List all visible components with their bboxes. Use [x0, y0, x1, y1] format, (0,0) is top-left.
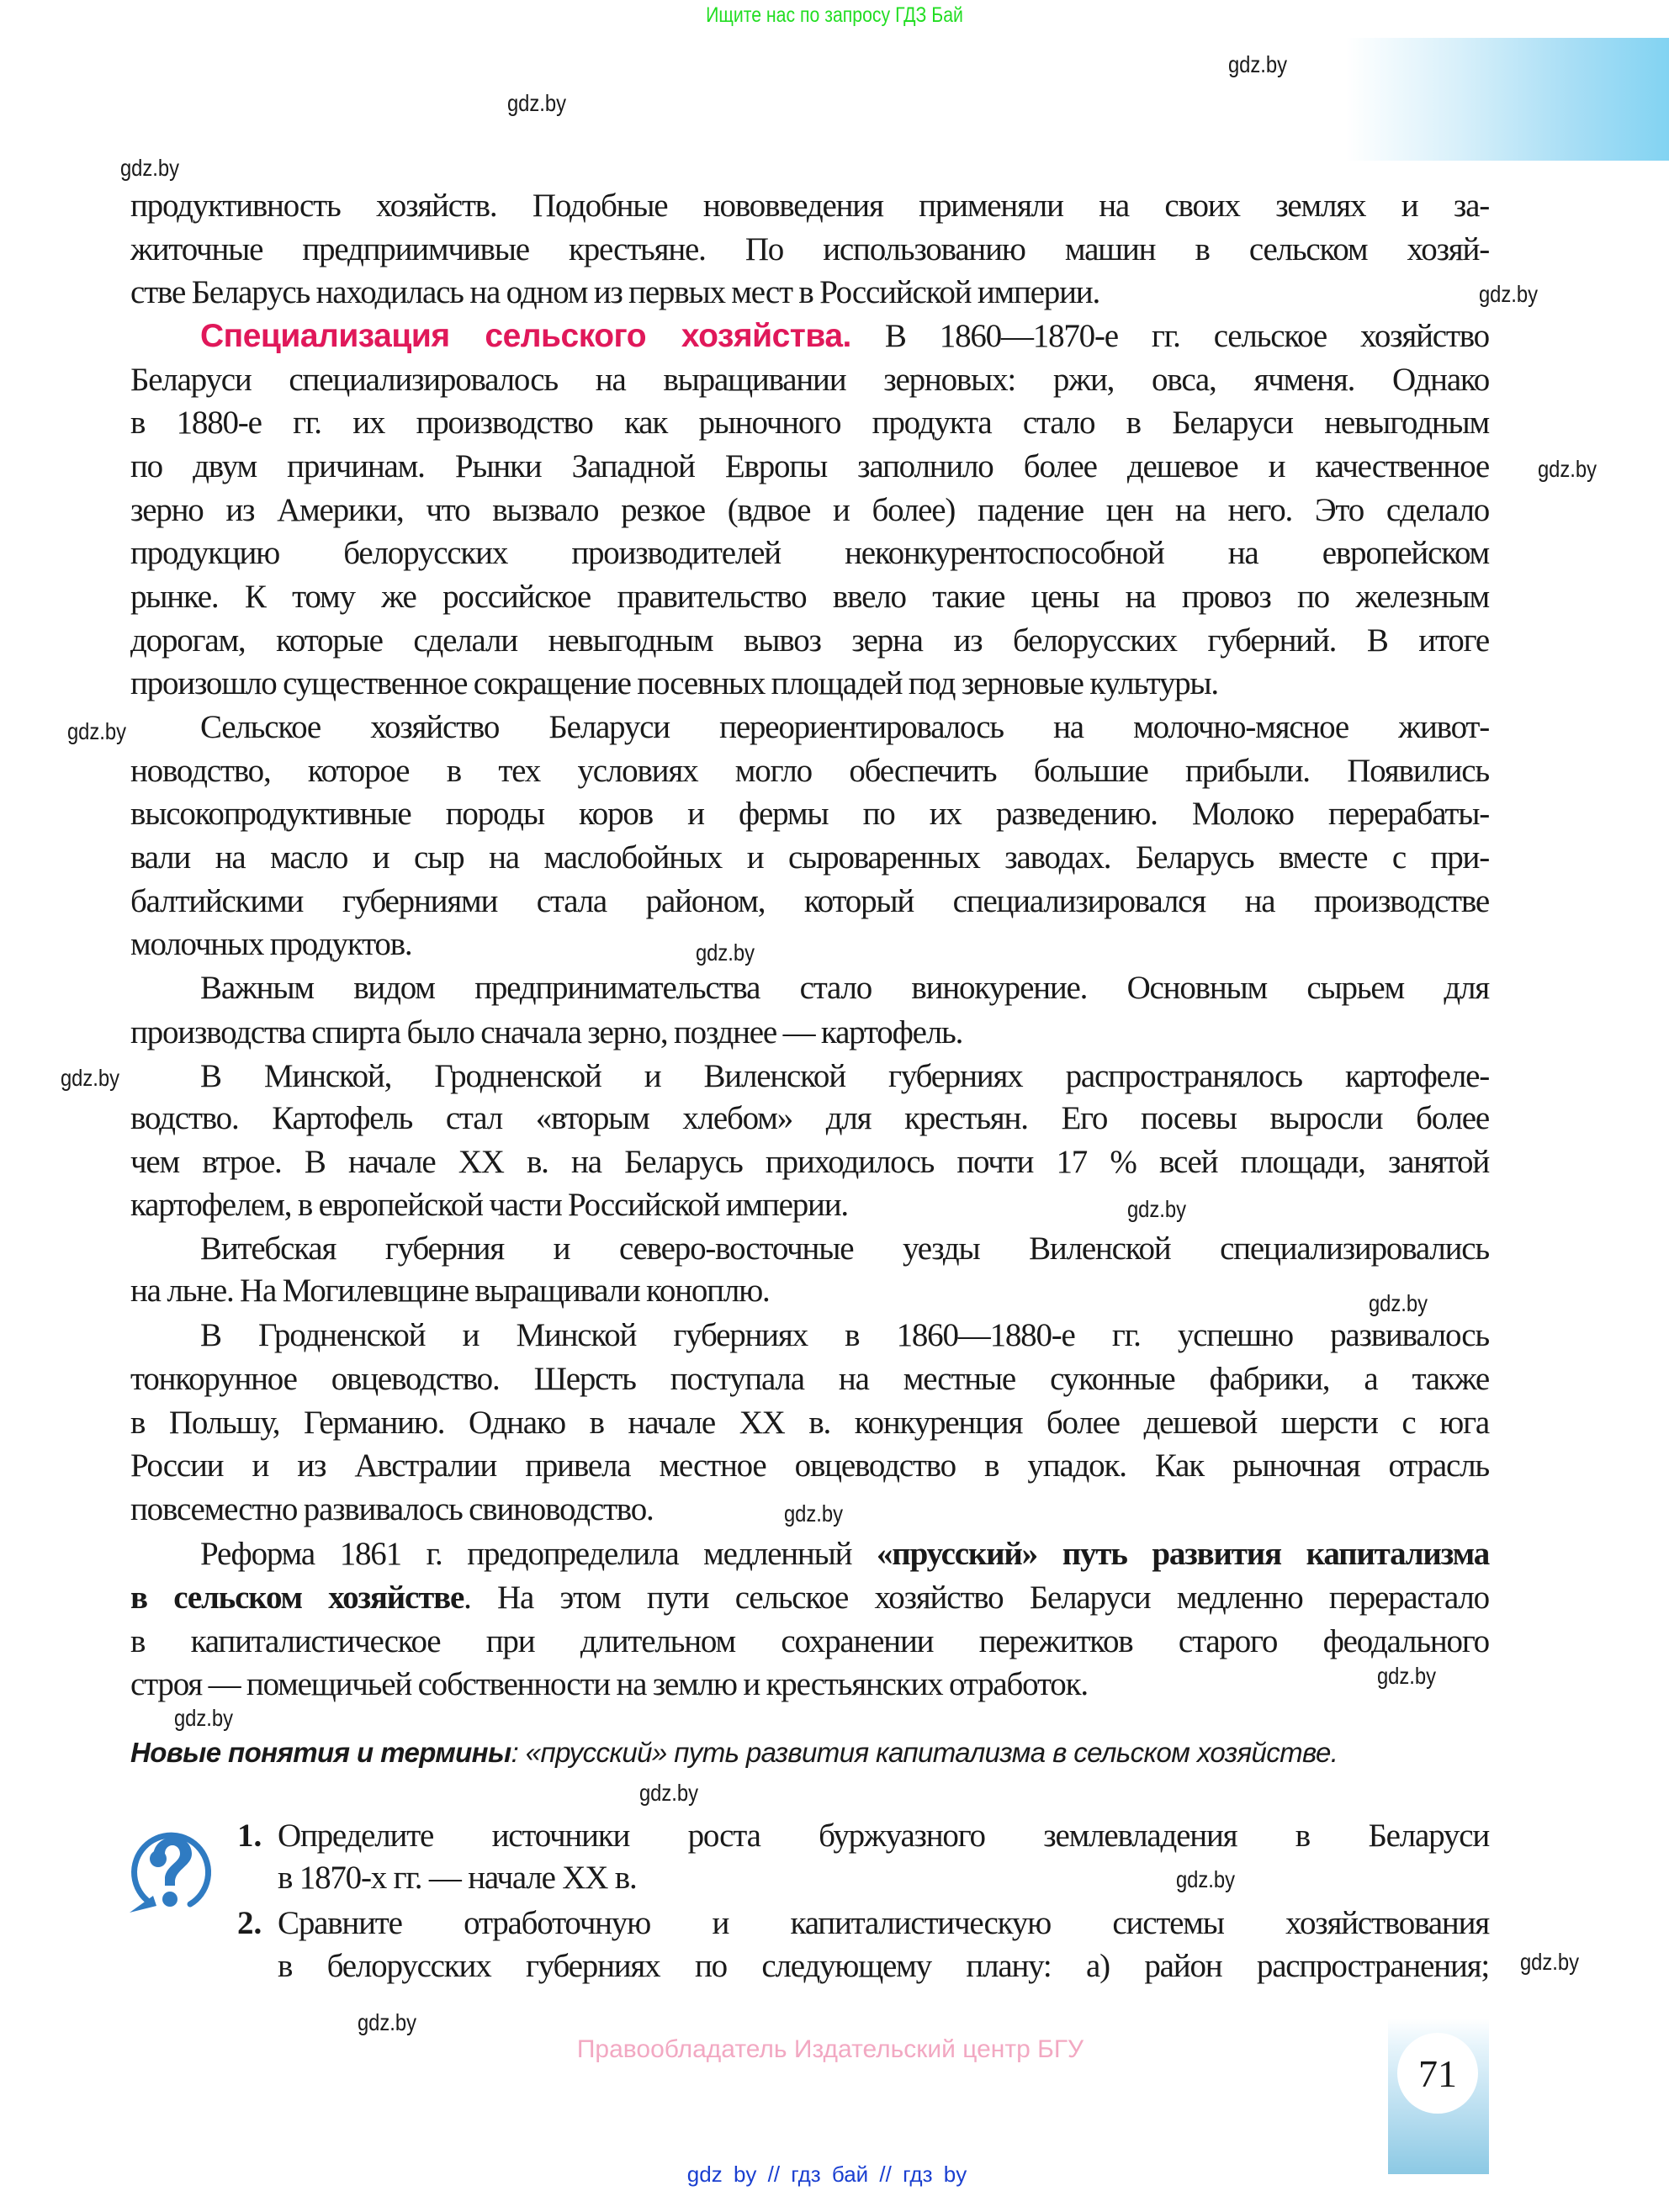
text-line: водство. Картофель стал «вторым хлебом» для крестьян. Его посевы выросли более — [130, 1100, 1489, 1136]
new-terms-label: Новые понятия и термины — [130, 1737, 511, 1768]
text-line: житочные предприимчивые крестьяне. По использованию машин в сельском хозяй- — [130, 231, 1489, 267]
watermark-link[interactable]: gdz.by — [60, 1065, 120, 1091]
question-number: 1. — [237, 1818, 262, 1854]
page-number-tab — [1388, 2019, 1489, 2174]
new-terms-colon: : — [511, 1737, 526, 1768]
watermark-link[interactable]: gdz.by — [357, 2009, 417, 2035]
question-number: 2. — [237, 1905, 262, 1941]
text-line: молочных продуктов. — [130, 926, 412, 962]
text-line — [200, 1532, 1489, 1576]
new-terms — [130, 1734, 1489, 1771]
watermark-link[interactable]: gdz.by — [1537, 456, 1597, 482]
text-line: чем втрое. В начале XX в. на Беларусь приходилось почти 17 % всей площади, занятой — [130, 1144, 1489, 1180]
watermark-link[interactable]: gdz.by — [638, 1780, 699, 1806]
watermark-link[interactable]: gdz.by — [506, 90, 567, 116]
section-heading-line — [200, 315, 1489, 358]
text-line: В Гродненской и Минской губерниях в 1860—1880-е гг. успешно развивалось — [200, 1317, 1489, 1353]
question-text-line: в белорусских губерниях по следующему плану: а) район распространения; — [278, 1948, 1489, 1984]
watermark-link[interactable]: gdz.by — [119, 155, 180, 181]
top-banner[interactable]: Ищите нас по запросу ГДЗ Бай — [706, 3, 963, 27]
text-run: Реформа 1861 г. предопределила медленный — [200, 1536, 877, 1572]
watermark-link[interactable]: gdz.by — [1519, 1949, 1580, 1975]
text-line: дорогам, которые сделали невыгодным вывоз зерна из белорусских губерний. В итоге — [130, 622, 1489, 659]
text-line: в 1880-е гг. их производство как рыночного продукта стало в Беларуси невыгодным — [130, 405, 1489, 441]
text-line: продукцию белорусских производителей неконкурентоспособной на европейском — [130, 535, 1489, 571]
text-line: стве Беларусь находилась на одном из первых мест в Российской империи. — [130, 274, 1100, 310]
question-text-line: в 1870-х гг. — начале XX в. — [278, 1860, 637, 1896]
watermark-link[interactable]: gdz.by — [1126, 1196, 1187, 1222]
watermark-link[interactable]: gdz.by — [783, 1500, 844, 1527]
text-run: В 1860—1870-е гг. сельское хозяйство — [884, 318, 1489, 354]
text-line: рынке. К тому же российское правительство ввело такие цены на провоз по железным — [130, 579, 1489, 615]
text-line — [130, 1576, 1489, 1620]
key-term: в сельском хозяйстве — [130, 1580, 464, 1616]
text-line: Важным видом предпринимательства стало винокурение. Основным сырьем для — [200, 970, 1489, 1006]
question-text-line: Определите источники роста буржуазного землевладения в Беларуси — [278, 1818, 1489, 1854]
watermark-link[interactable]: gdz.by — [1478, 281, 1539, 307]
text-line: на льне. На Могилевщине выращивали коноплю. — [130, 1273, 770, 1309]
corner-gradient-band — [1346, 38, 1669, 161]
text-line: тонкорунное овцеводство. Шерсть поступала на местные суконные фабрики, а также — [130, 1361, 1489, 1397]
text-line: Витебская губерния и северо-восточные уезды Виленской специализировались — [200, 1230, 1489, 1267]
bottom-links[interactable]: gdz by // гдз бай // гдз by — [686, 2162, 967, 2187]
section-heading: Специализация сельского хозяйства. — [200, 318, 851, 354]
watermark-link[interactable]: gdz.by — [1376, 1663, 1437, 1689]
page-number: 71 — [1397, 2033, 1478, 2114]
copyright-notice: Правообладатель Издательский центр БГУ — [576, 2035, 1084, 2063]
text-line: В Минской, Гродненской и Виленской губерниях распространялось картофеле- — [200, 1058, 1489, 1094]
question-icon — [125, 1825, 214, 1918]
watermark-link[interactable]: gdz.by — [66, 718, 127, 744]
text-line: повсеместно развивалось свиноводство. — [130, 1491, 654, 1527]
text-line: России и из Австралии привела местное овцеводство в упадок. Как рыночная отрасль — [130, 1447, 1489, 1484]
text-line: произошло существенное сокращение посевных площадей под зерновые культуры. — [130, 665, 1218, 701]
watermark-link[interactable]: gdz.by — [173, 1705, 234, 1731]
text-line: Беларуси специализировалось на выращивании зерновых: ржи, овса, ячменя. Однако — [130, 362, 1489, 398]
watermark-link[interactable]: gdz.by — [695, 939, 755, 966]
text-line: высокопродуктивные породы коров и фермы по их разведению. Молоко перерабаты- — [130, 796, 1489, 832]
watermark-link[interactable]: gdz.by — [1368, 1290, 1428, 1316]
text-line: продуктивность хозяйств. Подобные нововведения применяли на своих землях и за- — [130, 188, 1489, 224]
watermark-link[interactable]: gdz.by — [1175, 1866, 1236, 1892]
text-run: . На этом пути сельское хозяйство Беларуси медленно перерастало — [464, 1580, 1489, 1616]
text-line: в Польшу, Германию. Однако в начале XX в. конкуренция более дешевой шерсти с юга — [130, 1405, 1489, 1441]
question-text-line: Сравните отработочную и капиталистическую системы хозяйствования — [278, 1905, 1489, 1941]
text-line: по двум причинам. Рынки Западной Европы заполнило более дешевое и качественное — [130, 448, 1489, 484]
watermark-link[interactable]: gdz.by — [1227, 51, 1288, 77]
key-term: «прусский» путь развития капитализма — [877, 1536, 1489, 1572]
new-terms-text: «прусский» путь развития капитализма в сельском хозяйстве. — [525, 1737, 1338, 1768]
text-line: картофелем, в европейской части Российской империи. — [130, 1187, 848, 1223]
text-line: зерно из Америки, что вызвало резкое (вдвое и более) падение цен на него. Это сделало — [130, 492, 1489, 528]
text-line: новодство, которое в тех условиях могло обеспечить большие прибыли. Появились — [130, 753, 1489, 789]
text-line: производства спирта было сначала зерно, позднее — картофель. — [130, 1014, 963, 1050]
text-line: балтийскими губерниями стала районом, который специализировался на производстве — [130, 883, 1489, 919]
text-line: в капиталистическое при длительном сохранении пережитков старого феодального — [130, 1623, 1489, 1659]
text-line: Сельское хозяйство Беларуси переориентировалось на молочно-мясное живот- — [200, 709, 1489, 745]
text-line: строя — помещичьей собственности на землю и крестьянских отработок. — [130, 1666, 1088, 1702]
text-line: вали на масло и сыр на маслобойных и сыроваренных заводах. Беларусь вместе с при- — [130, 839, 1489, 876]
